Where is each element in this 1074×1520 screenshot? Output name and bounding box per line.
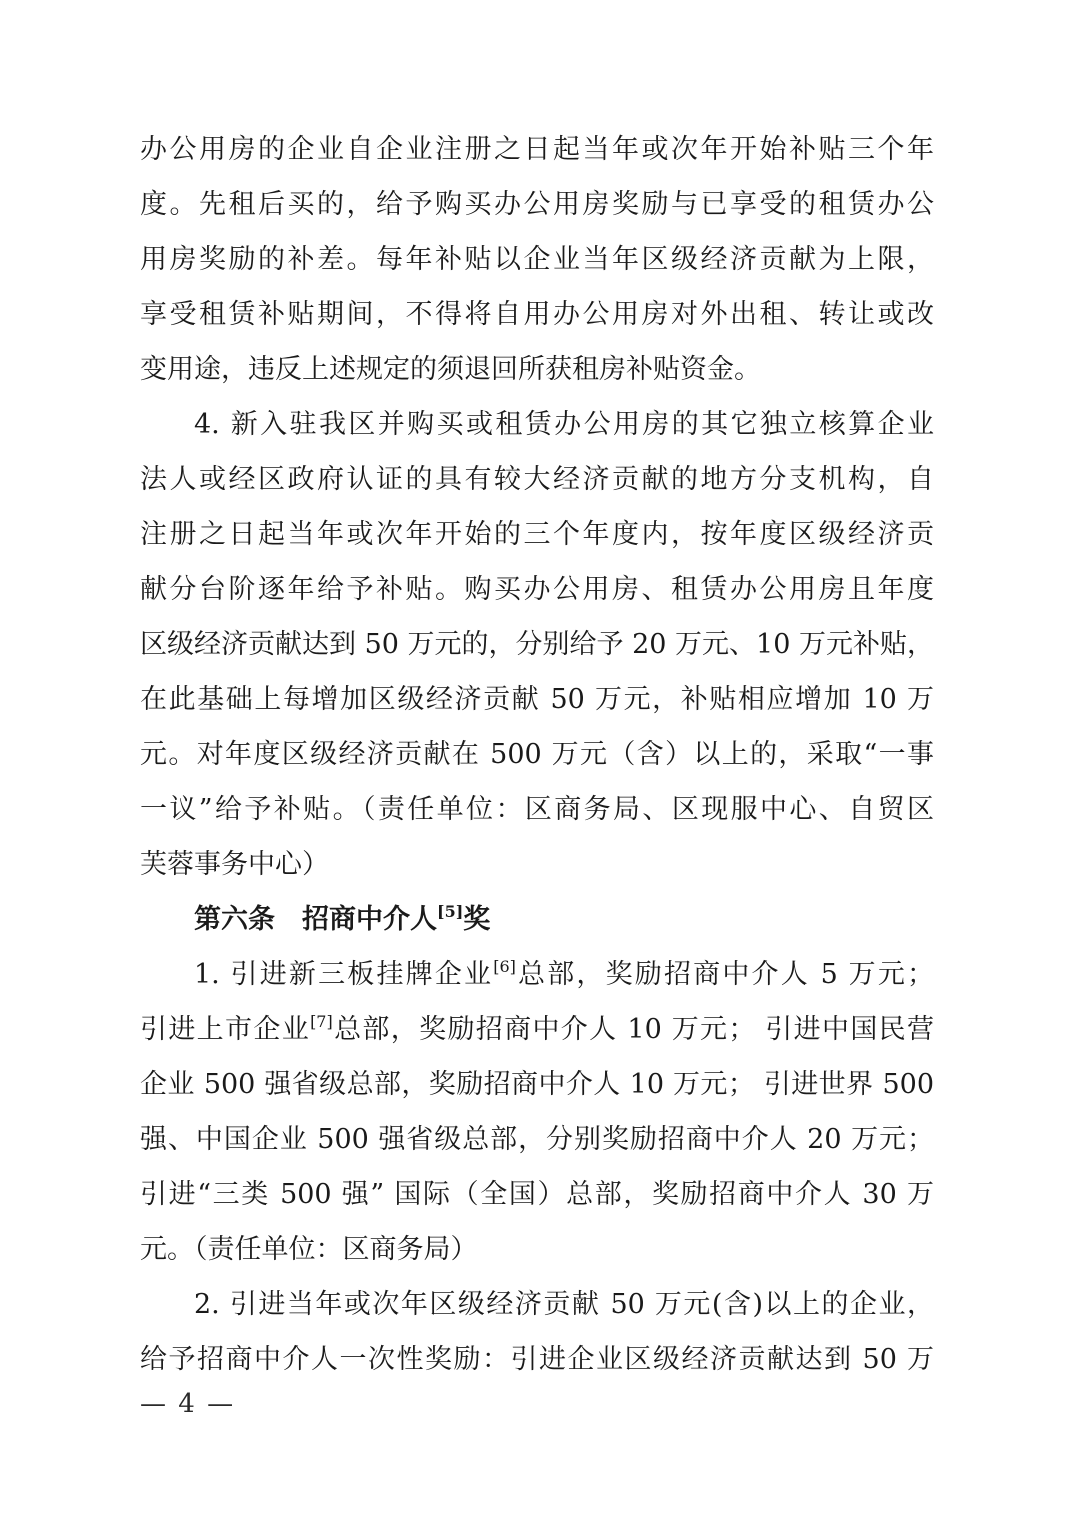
heading-article-6 [140, 892, 934, 947]
para-office-subsidy [140, 122, 934, 397]
para-item-1 [140, 947, 934, 1277]
para-office-subsidy-line-2: 度。先租后买的，给予购买办公用房奖励与已享受的租赁办公 [140, 189, 934, 220]
para-item-2-line-2: 给予招商中介人一次性奖励：引进企业区级经济贡献达到 50 万 [140, 1344, 934, 1375]
para-item-4-line-8: 一议”给予补贴。（责任单位：区商务局、区现服中心、自贸区 [140, 794, 934, 825]
para-item-1-line-6: 元。（责任单位：区商务局） [140, 1234, 478, 1265]
para-item-4-line-5: 区级经济贡献达到 50 万元的，分别给予 20 万元、10 万元补贴， [140, 629, 934, 660]
para-item-4-line-6: 在此基础上每增加区级经济贡献 50 万元，补贴相应增加 10 万 [140, 684, 934, 715]
para-item-4-line-7: 元。对年度区级经济贡献在 500 万元（含）以上的，采取“一事 [140, 739, 934, 770]
para-office-subsidy-line-4: 享受租赁补贴期间，不得将自用办公用房对外出租、转让或改 [140, 299, 934, 330]
footnote-marker-5: [5] [437, 902, 464, 921]
para-item-4 [140, 397, 934, 892]
document-body [140, 122, 934, 1387]
para-item-1-line-5: 引进“三类 500 强” 国际（全国）总部，奖励招商中介人 30 万 [140, 1179, 934, 1210]
page-footer [140, 1386, 235, 1422]
para-item-1-line-1: 1. 引进新三板挂牌企业[6]总部，奖励招商中介人 5 万元； [194, 957, 935, 990]
para-office-subsidy-line-5: 变用途，违反上述规定的须退回所获租房补贴资金。 [140, 354, 761, 385]
para-item-4-line-1: 4. 新入驻我区并购买或租赁办公用房的其它独立核算企业 [194, 409, 934, 440]
para-item-2-line-1: 2. 引进当年或次年区级经济贡献 50 万元(含)以上的企业， [194, 1289, 934, 1320]
footnote-marker-6: [6] [493, 957, 516, 976]
para-item-1-line-4: 强、中国企业 500 强省级总部，分别奖励招商中介人 20 万元； [140, 1124, 934, 1155]
para-item-4-line-2: 法人或经区政府认证的具有较大经济贡献的地方分支机构，自 [140, 464, 934, 495]
para-item-1-line-3: 企业 500 强省级总部，奖励招商中介人 10 万元； 引进世界 500 [140, 1069, 934, 1100]
para-item-4-line-9: 芙蓉事务中心） [140, 849, 329, 880]
para-office-subsidy-line-1: 办公用房的企业自企业注册之日起当年或次年开始补贴三个年 [140, 134, 934, 165]
para-item-4-line-4: 献分台阶逐年给予补贴。购买办公用房、租赁办公用房且年度 [140, 574, 934, 605]
para-office-subsidy-line-3: 用房奖励的补差。每年补贴以企业当年区级经济贡献为上限， [140, 244, 934, 275]
page-number: — 4 — [140, 1389, 236, 1419]
footnote-marker-7: [7] [310, 1012, 333, 1031]
para-item-1-line-2: 引进上市企业[7]总部，奖励招商中介人 10 万元； 引进中国民营 [140, 1012, 935, 1045]
para-item-2 [140, 1277, 934, 1387]
para-item-4-line-3: 注册之日起当年或次年开始的三个年度内，按年度区级经济贡 [140, 519, 934, 550]
heading-article-6-line-1: 第六条 招商中介人[5]奖 [194, 902, 491, 935]
